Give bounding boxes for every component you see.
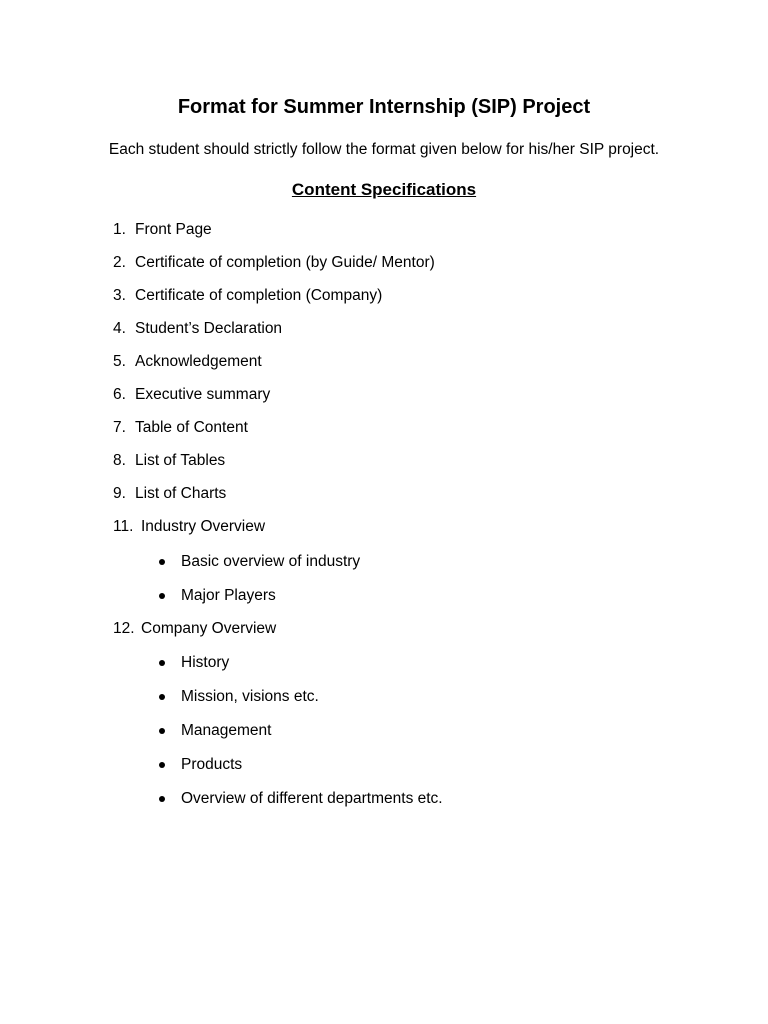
list-number: 3. [113,287,126,304]
sub-list-text: Major Players [181,587,276,604]
bullet-icon [159,796,165,802]
section-heading: Content Specifications [291,180,477,199]
list-text: Student’s Declaration [135,320,283,337]
sub-list-text: Mission, visions etc. [181,688,319,705]
list-number: 7. [113,419,126,436]
list-text: Certificate of completion (Company) [135,287,383,304]
list-number: 12. [113,620,135,637]
list-number: 2. [113,254,126,271]
list-text: Executive summary [135,386,271,403]
list-text: List of Charts [135,485,227,502]
list-text: Front Page [135,221,212,238]
list-text: List of Tables [135,452,226,469]
list-number: 11. [113,518,134,535]
list-text: Table of Content [135,419,248,436]
sub-list-text: Basic overview of industry [181,553,361,570]
bullet-icon [159,593,165,599]
bullet-icon [159,728,165,734]
list-text: Company Overview [141,620,277,637]
bullet-icon [159,762,165,768]
list-number: 5. [113,353,126,370]
bullet-icon [159,559,165,565]
sub-list-text: Overview of different departments etc. [181,790,443,807]
sub-list-text: Products [181,756,243,773]
list-number: 8. [113,452,126,469]
sub-list-text: Management [181,722,272,739]
list-number: 9. [113,485,126,502]
document-title: Format for Summer Internship (SIP) Project [177,96,591,118]
bullet-icon [159,694,165,700]
list-text: Acknowledgement [135,353,262,370]
intro-paragraph: Each student should strictly follow the format given below for his/her SIP project. [108,141,660,158]
list-text: Industry Overview [141,518,266,535]
bullet-icon [159,660,165,666]
sub-list-text: History [181,654,230,671]
list-number: 4. [113,320,126,337]
list-number: 1. [113,221,126,238]
list-text: Certificate of completion (by Guide/ Mentor) [135,254,435,271]
list-number: 6. [113,386,126,403]
